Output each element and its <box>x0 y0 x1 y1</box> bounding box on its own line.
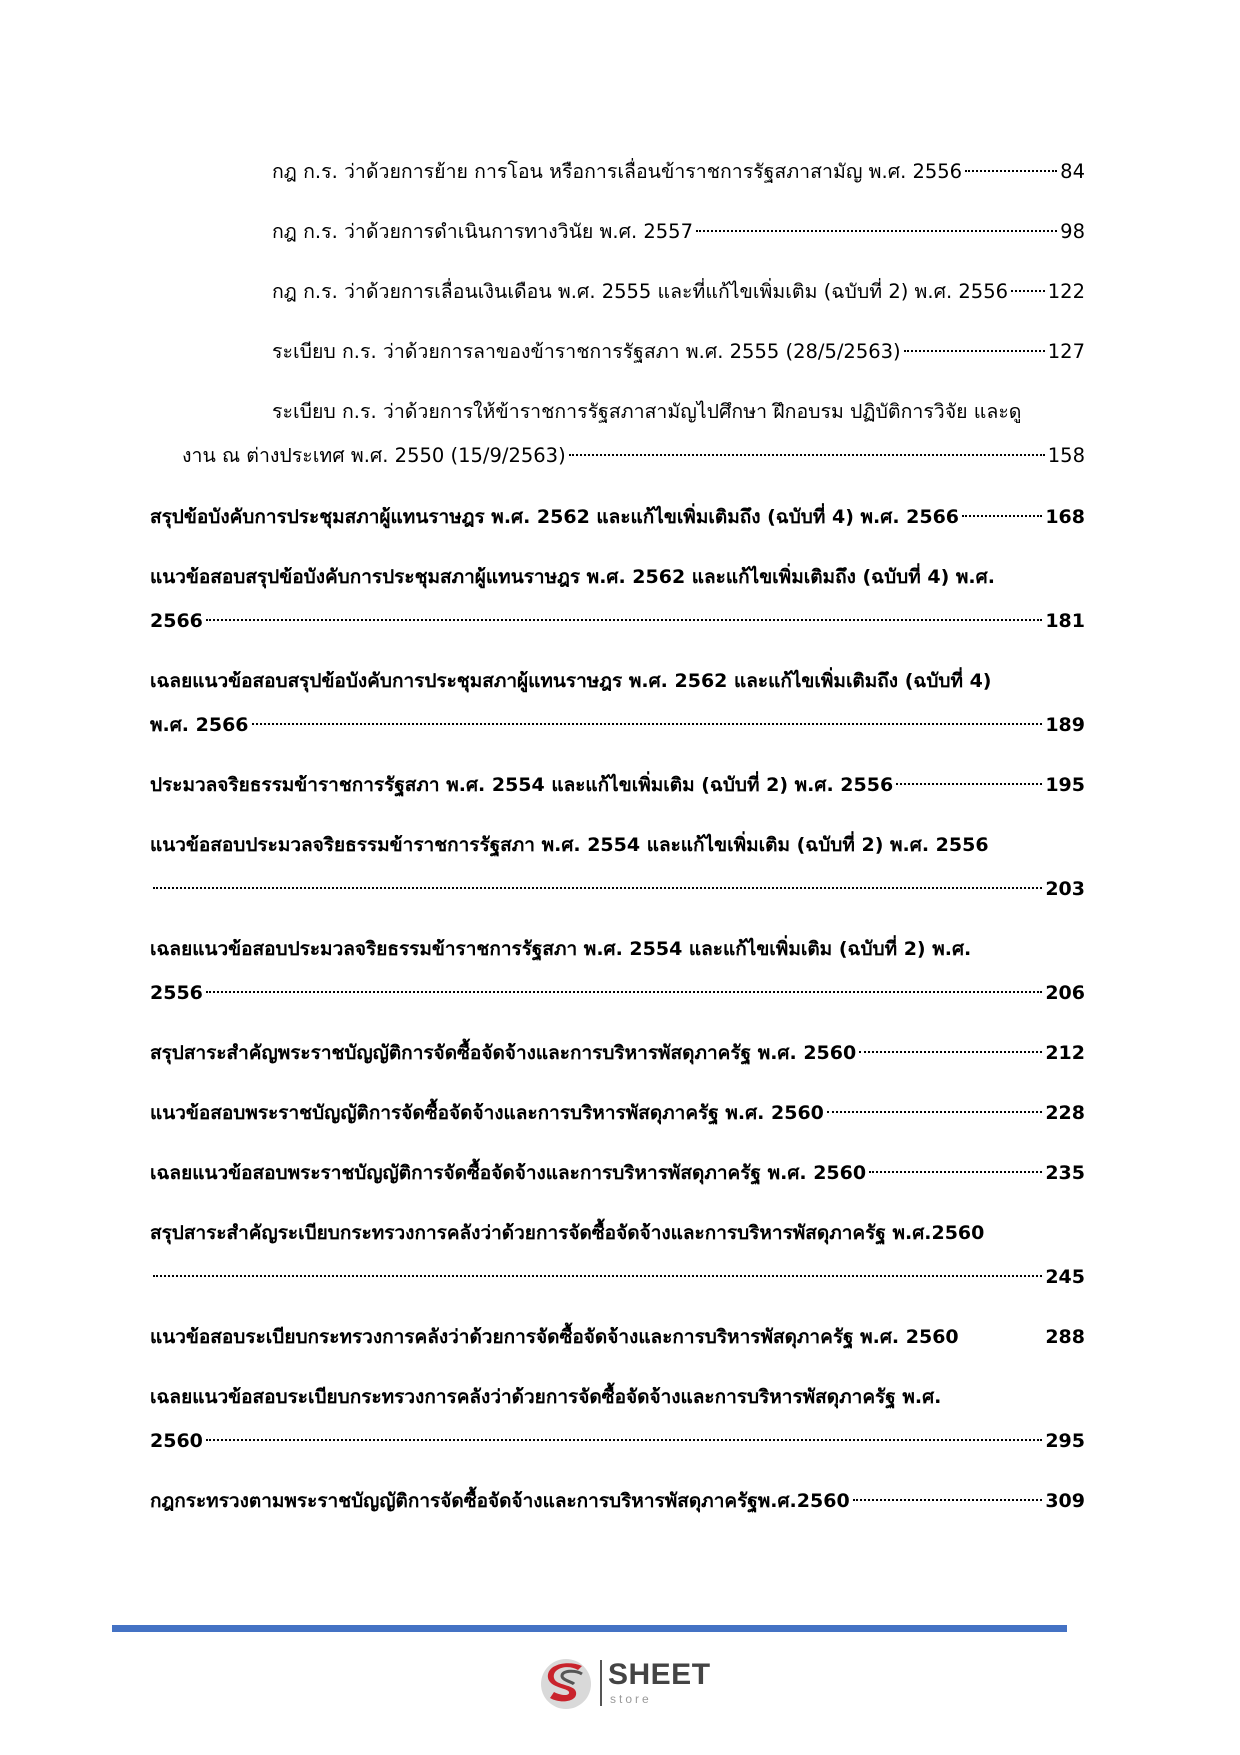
toc-entry-page: 84 <box>1060 160 1085 183</box>
toc-entry-title: สรุปสาระสำคัญระเบียบกระทรวงการคลังว่าด้วยการจัดซื้อจัดจ้างและการบริหารพัสดุภาครัฐ พ.ศ.2560 <box>150 1222 985 1244</box>
toc-entry[interactable] <box>150 1322 1085 1352</box>
toc-entry-title-cont: 2556 <box>150 982 203 1004</box>
toc-entry[interactable] <box>150 1158 1085 1188</box>
footer-divider-bar <box>112 1625 1067 1632</box>
toc-entry[interactable] <box>150 1038 1085 1068</box>
toc-entry-title: แนวข้อสอบประมวลจริยธรรมข้าราชการรัฐสภา พ.ศ. 2554 และแก้ไขเพิ่มเติม (ฉบับที่ 2) พ.ศ. 2556 <box>150 834 989 856</box>
toc-entry[interactable] <box>150 666 1085 740</box>
toc-entry-title: กฎ ก.ร. ว่าด้วยการดำเนินการทางวินัย พ.ศ. 2557 <box>272 220 693 243</box>
toc-entry-page: 127 <box>1047 340 1085 363</box>
toc-entry[interactable] <box>150 830 1085 904</box>
toc-entry-page: 288 <box>1045 1326 1085 1348</box>
toc-entry[interactable] <box>150 1098 1085 1128</box>
toc-entry-title: ระเบียบ ก.ร. ว่าด้วยการลาของข้าราชการรัฐสภา พ.ศ. 2555 (28/5/2563) <box>272 340 901 363</box>
toc-entry-page: 245 <box>1045 1266 1085 1288</box>
toc-entry-page: 122 <box>1047 280 1085 303</box>
toc-entry-title: เฉลยแนวข้อสอบระเบียบกระทรวงการคลังว่าด้วยการจัดซื้อจัดจ้างและการบริหารพัสดุภาครัฐ พ.ศ. <box>150 1386 942 1408</box>
toc-entry-title: ระเบียบ ก.ร. ว่าด้วยการให้ข้าราชการรัฐสภาสามัญไปศึกษา ฝึกอบรม ปฏิบัติการวิจัย และดู <box>272 400 1022 423</box>
toc-entry-page: 98 <box>1060 220 1085 243</box>
toc-entry[interactable] <box>150 934 1085 1008</box>
toc-entry-page: 195 <box>1045 774 1085 796</box>
toc-entry-title: แนวข้อสอบพระราชบัญญัติการจัดซื้อจัดจ้างและการบริหารพัสดุภาครัฐ พ.ศ. 2560 <box>150 1102 824 1124</box>
sheet-store-logo <box>538 1656 718 1714</box>
toc-entry[interactable] <box>150 1382 1085 1456</box>
logo-divider <box>600 1660 602 1706</box>
toc-entry-title: สรุปสาระสำคัญพระราชบัญญัติการจัดซื้อจัดจ้างและการบริหารพัสดุภาครัฐ พ.ศ. 2560 <box>150 1042 857 1064</box>
toc-entry[interactable] <box>272 337 1085 367</box>
toc-entry-title: แนวข้อสอบระเบียบกระทรวงการคลังว่าด้วยการจัดซื้อจัดจ้างและการบริหารพัสดุภาครัฐ พ.ศ. 2560 <box>150 1326 959 1348</box>
toc-entry[interactable] <box>150 562 1085 636</box>
toc-entry-title: ประมวลจริยธรรมข้าราชการรัฐสภา พ.ศ. 2554 และแก้ไขเพิ่มเติม (ฉบับที่ 2) พ.ศ. 2556 <box>150 774 894 796</box>
toc-entry-page: 158 <box>1047 444 1085 467</box>
toc-entry-page: 309 <box>1045 1490 1085 1512</box>
toc-entry[interactable] <box>272 157 1085 187</box>
toc-entry-page: 235 <box>1045 1162 1085 1184</box>
logo-wordmark: SHEET <box>608 1658 711 1691</box>
toc-entry-title-cont: พ.ศ. 2566 <box>150 714 249 736</box>
toc-entry-page: 181 <box>1045 610 1085 632</box>
toc-entry-page: 295 <box>1045 1430 1085 1452</box>
toc-entry-title: กฎ ก.ร. ว่าด้วยการย้าย การโอน หรือการเลื่อนข้าราชการรัฐสภาสามัญ พ.ศ. 2556 <box>272 160 963 183</box>
logo-s-icon <box>538 1656 594 1712</box>
toc-entry[interactable] <box>272 277 1085 307</box>
toc-entry-page: 203 <box>1045 878 1085 900</box>
toc-entry-page: 206 <box>1045 982 1085 1004</box>
toc-entry-page: 189 <box>1045 714 1085 736</box>
toc-entry[interactable] <box>150 770 1085 800</box>
toc-entry-title-cont: 2566 <box>150 610 203 632</box>
toc-entry-title-cont: 2560 <box>150 1430 203 1452</box>
toc-entry[interactable] <box>272 217 1085 247</box>
toc-entry[interactable] <box>150 502 1085 532</box>
toc-entry-title: เฉลยแนวข้อสอบสรุปข้อบังคับการประชุมสภาผู้แทนราษฎร พ.ศ. 2562 และแก้ไขเพิ่มเติมถึง (ฉบับที่ 4) <box>150 670 992 692</box>
toc-entry[interactable] <box>150 1486 1085 1516</box>
toc-entry-title: เฉลยแนวข้อสอบพระราชบัญญัติการจัดซื้อจัดจ้างและการบริหารพัสดุภาครัฐ พ.ศ. 2560 <box>150 1162 867 1184</box>
toc-entry-title: เฉลยแนวข้อสอบประมวลจริยธรรมข้าราชการรัฐสภา พ.ศ. 2554 และแก้ไขเพิ่มเติม (ฉบับที่ 2) พ.ศ. <box>150 938 972 960</box>
toc-entry-title-cont: งาน ณ ต่างประเทศ พ.ศ. 2550 (15/9/2563) <box>182 444 566 467</box>
toc-entry[interactable] <box>182 397 1085 471</box>
logo-subtext: store <box>610 1692 652 1706</box>
toc-entry-title: กฎ ก.ร. ว่าด้วยการเลื่อนเงินเดือน พ.ศ. 2555 และที่แก้ไขเพิ่มเติม (ฉบับที่ 2) พ.ศ. 2556 <box>272 280 1009 303</box>
toc-entry-page: 228 <box>1045 1102 1085 1124</box>
toc-entry[interactable] <box>150 1218 1085 1292</box>
toc-entry-title: สรุปข้อบังคับการประชุมสภาผู้แทนราษฎร พ.ศ. 2562 และแก้ไขเพิ่มเติมถึง (ฉบับที่ 4) พ.ศ. 2566 <box>150 506 960 528</box>
toc-entry-title: กฎกระทรวงตามพระราชบัญญัติการจัดซื้อจัดจ้างและการบริหารพัสดุภาครัฐพ.ศ.2560 <box>150 1490 850 1512</box>
toc-entry-page: 168 <box>1045 506 1085 528</box>
toc-entry-page: 212 <box>1045 1042 1085 1064</box>
toc-entry-title: แนวข้อสอบสรุปข้อบังคับการประชุมสภาผู้แทนราษฎร พ.ศ. 2562 และแก้ไขเพิ่มเติมถึง (ฉบับที่ 4) พ.ศ. <box>150 566 995 588</box>
